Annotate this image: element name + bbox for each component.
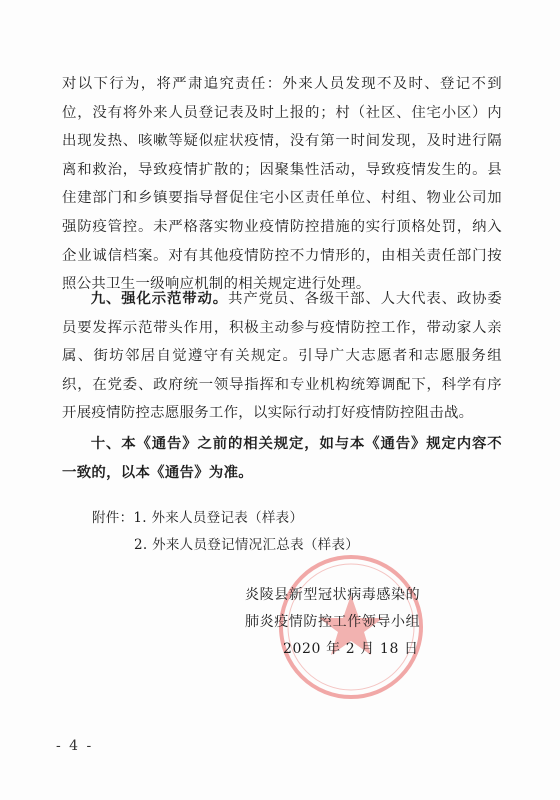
paragraph-precedence: 十、本《通告》之前的相关规定，如与本《通告》规定内容不一致的，以本《通告》为准。: [62, 435, 502, 481]
page-number: - 4 -: [56, 738, 94, 754]
section-nine-body: 共产党员、各级干部、人大代表、政协委员要发挥示范带头作用，积极主动参与疫情防控工作，带动家人亲属、街坊邻居自觉遵守有关规定。引导广大志愿者和志愿服务组织，在党委、政府统一领导指挥和专业机构统筹调配下，科学有序开展疫情防控志愿服务工作，以实际行动打好疫情防控阻击战。: [62, 291, 503, 422]
attachment-item-1: 附件：1. 外来人员登记表（样表）: [92, 510, 304, 526]
signature-line-2: 肺炎疫情防控工作领导小组: [245, 614, 421, 630]
paragraph-accountability: 对以下行为，将严肃追究责任：外来人员发现不及时、登记不到位，没有将外来人员登记表及时上报的；村（社区、住宅小区）内出现发热、咳嗽等疑似症状疫情，没有第一时间发现，及时进行隔离和救治，导致疫情扩散的；因聚集性活动，导致疫情发生的。县住建部门和乡镇要指导督促住宅小区责任单位、村组、物业公司加强防疫管控。未严格落实物业疫情防控措施的实行顶格处罚，纳入企业诚信档案。对有其他疫情防控不力情形的，由相关责任部门按照公共卫生一级响应机制的相关规定进行处理。: [62, 76, 502, 293]
signature-line-1: 炎陵县新型冠状病毒感染的: [245, 587, 421, 603]
section-nine-heading: 九、强化示范带动。: [90, 291, 229, 307]
attachment-item-2: 2. 外来人员登记情况汇总表（样表）: [134, 537, 360, 553]
signature-date: 2020 年 2 月 18 日: [283, 641, 419, 657]
paragraph-demonstration: [62, 285, 502, 428]
